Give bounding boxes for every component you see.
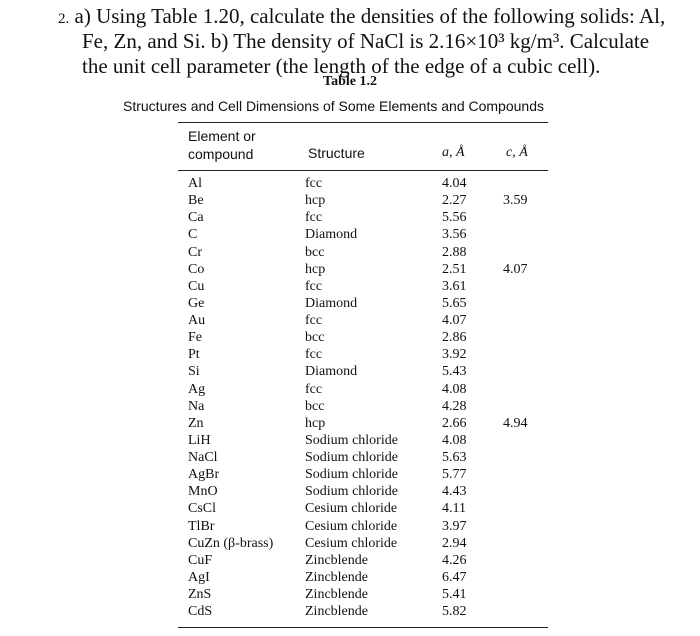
table-row bbox=[0, 432, 700, 449]
table-row bbox=[0, 192, 700, 209]
table-row bbox=[0, 500, 700, 517]
table-row bbox=[0, 244, 700, 261]
cell-element: Cr bbox=[188, 244, 202, 260]
table-row bbox=[0, 415, 700, 432]
cell-structure: hcp bbox=[305, 415, 326, 431]
cell-element: NaCl bbox=[188, 450, 218, 465]
cell-element: Na bbox=[188, 398, 205, 414]
header-element-line2: compound bbox=[188, 146, 254, 162]
header-a: a, Å bbox=[442, 145, 465, 160]
header-structure: Structure bbox=[308, 145, 365, 161]
table-row bbox=[0, 226, 700, 243]
table-bottom-rule bbox=[178, 627, 548, 628]
cell-structure: Sodium chloride bbox=[305, 432, 398, 448]
cell-a: 3.61 bbox=[442, 278, 467, 294]
table-row bbox=[0, 209, 700, 226]
cell-structure: Diamond bbox=[305, 364, 358, 380]
question-line-1-text: a) Using Table 1.20, calculate the densities of the following solids: Al, bbox=[74, 4, 666, 28]
table-header-rule bbox=[178, 170, 548, 171]
table-row bbox=[0, 603, 700, 620]
cell-structure: fcc bbox=[305, 176, 323, 191]
cell-a: 2.66 bbox=[442, 415, 467, 431]
cell-c: 4.94 bbox=[503, 415, 528, 431]
header-element-compound bbox=[188, 127, 256, 163]
cell-a: 4.11 bbox=[442, 501, 466, 517]
cell-element: Fe bbox=[188, 330, 202, 346]
cell-a: 5.65 bbox=[442, 295, 467, 311]
cell-a: 5.77 bbox=[442, 467, 467, 483]
cell-a: 4.04 bbox=[442, 176, 467, 191]
cell-structure: Sodium chloride bbox=[305, 467, 398, 483]
cell-a: 4.08 bbox=[442, 381, 467, 397]
table-row bbox=[0, 346, 700, 363]
cell-element: Si bbox=[188, 364, 200, 380]
cell-element: Cu bbox=[188, 278, 205, 294]
cell-structure: bcc bbox=[305, 398, 325, 414]
cell-a: 6.47 bbox=[442, 569, 467, 585]
cell-a: 2.51 bbox=[442, 261, 467, 277]
cell-structure: hcp bbox=[305, 193, 326, 209]
cell-a: 3.97 bbox=[442, 518, 467, 534]
table-row bbox=[0, 312, 700, 329]
cell-element: Ag bbox=[188, 381, 206, 397]
table-row bbox=[0, 175, 700, 192]
cell-a: 4.07 bbox=[442, 313, 467, 328]
cell-a: 4.08 bbox=[442, 432, 467, 448]
question-line-2: Fe, Zn, and Si. b) The density of NaCl is 2.16×10³ kg/m³. Calculate bbox=[82, 29, 650, 53]
table-row bbox=[0, 398, 700, 415]
table-row bbox=[0, 535, 700, 552]
cell-a: 4.43 bbox=[442, 484, 467, 500]
table-row bbox=[0, 483, 700, 500]
cell-a: 5.63 bbox=[442, 450, 467, 465]
cell-element: Co bbox=[188, 261, 205, 277]
cell-element: CsCl bbox=[188, 501, 217, 517]
cell-a: 4.26 bbox=[442, 552, 467, 568]
cell-structure: Zincblende bbox=[305, 569, 368, 585]
cell-structure: Cesium chloride bbox=[305, 535, 398, 551]
cell-a: 3.92 bbox=[442, 347, 467, 363]
question-number: 2. bbox=[58, 11, 70, 27]
cell-structure: Sodium chloride bbox=[305, 484, 398, 500]
table-row bbox=[0, 569, 700, 586]
cell-element: ZnS bbox=[188, 587, 212, 602]
cell-element: LiH bbox=[188, 432, 211, 448]
header-element-line1: Element or bbox=[188, 128, 256, 144]
table-caption: Table 1.2 bbox=[323, 74, 377, 89]
cell-element: CuZn (β-brass) bbox=[188, 535, 274, 551]
cell-a: 2.94 bbox=[442, 535, 467, 551]
cell-element: AgBr bbox=[188, 467, 220, 483]
cell-element: C bbox=[188, 227, 198, 243]
cell-structure: fcc bbox=[305, 313, 323, 328]
question-line-3: the unit cell parameter (the length of the edge of a cubic cell). bbox=[82, 54, 601, 78]
cell-element: Be bbox=[188, 193, 204, 209]
table-row bbox=[0, 381, 700, 398]
cell-structure: hcp bbox=[305, 261, 326, 277]
cell-a: 2.27 bbox=[442, 193, 467, 209]
cell-structure: Cesium chloride bbox=[305, 501, 398, 517]
table-row bbox=[0, 363, 700, 380]
table-row bbox=[0, 552, 700, 569]
cell-element: Au bbox=[188, 313, 206, 328]
table-top-rule bbox=[178, 122, 548, 123]
table-row bbox=[0, 518, 700, 535]
cell-c: 4.07 bbox=[503, 261, 528, 277]
cell-a: 2.88 bbox=[442, 244, 467, 260]
cell-element: AgI bbox=[188, 569, 210, 585]
table-title: Structures and Cell Dimensions of Some Elements and Compounds bbox=[123, 98, 544, 114]
table-row bbox=[0, 295, 700, 312]
cell-a: 3.56 bbox=[442, 227, 467, 243]
table-row bbox=[0, 449, 700, 466]
cell-element: Ca bbox=[188, 210, 204, 226]
cell-a: 5.56 bbox=[442, 210, 467, 226]
cell-structure: Diamond bbox=[305, 227, 358, 243]
cell-element: Ge bbox=[188, 295, 205, 311]
cell-structure: fcc bbox=[305, 347, 323, 363]
table-row bbox=[0, 586, 700, 603]
cell-structure: Sodium chloride bbox=[305, 450, 398, 465]
cell-c: 3.59 bbox=[503, 193, 528, 209]
table-row bbox=[0, 466, 700, 483]
cell-a: 4.28 bbox=[442, 398, 467, 414]
question-line-1 bbox=[58, 4, 665, 31]
table-row bbox=[0, 329, 700, 346]
table-row bbox=[0, 278, 700, 295]
header-c: c, Å bbox=[506, 145, 528, 160]
cell-structure: Cesium chloride bbox=[305, 518, 398, 534]
cell-structure: Zincblende bbox=[305, 587, 368, 602]
cell-structure: Diamond bbox=[305, 295, 358, 311]
cell-structure: fcc bbox=[305, 278, 323, 294]
cell-a: 5.82 bbox=[442, 604, 467, 620]
cell-element: CdS bbox=[188, 604, 213, 620]
cell-a: 5.41 bbox=[442, 587, 467, 602]
cell-structure: bcc bbox=[305, 330, 325, 346]
cell-element: CuF bbox=[188, 552, 213, 568]
cell-structure: fcc bbox=[305, 210, 323, 226]
cell-a: 5.43 bbox=[442, 364, 467, 380]
cell-element: Pt bbox=[188, 347, 200, 363]
cell-structure: Zincblende bbox=[305, 552, 368, 568]
table-body bbox=[0, 175, 700, 620]
cell-element: TlBr bbox=[188, 518, 215, 534]
cell-element: Zn bbox=[188, 415, 204, 431]
cell-structure: bcc bbox=[305, 244, 325, 260]
cell-element: MnO bbox=[188, 484, 218, 500]
cell-structure: Zincblende bbox=[305, 604, 368, 620]
cell-element: Al bbox=[188, 176, 202, 191]
cell-a: 2.86 bbox=[442, 330, 467, 346]
cell-structure: fcc bbox=[305, 381, 323, 397]
table-row bbox=[0, 261, 700, 278]
